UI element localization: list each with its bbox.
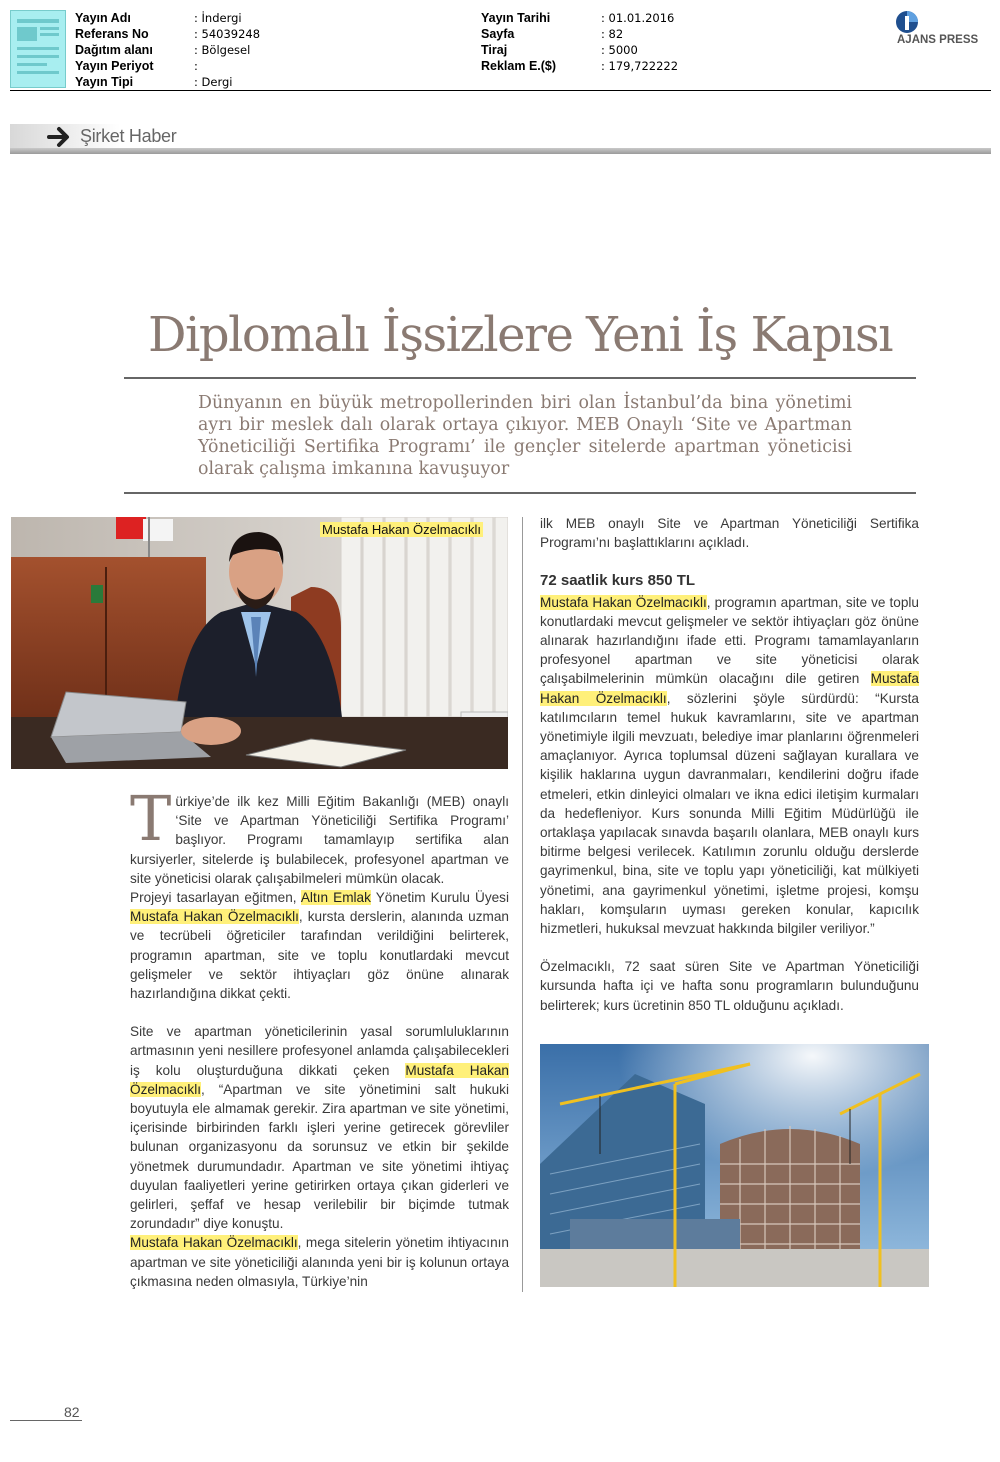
column-divider <box>522 517 523 1292</box>
article-title: Diplomalı İşsizlere Yeni İş Kapısı <box>148 307 892 363</box>
meta-label: Dağıtım alanı <box>75 43 153 57</box>
meta-value: : 01.01.2016 <box>601 11 675 25</box>
meta-value: : 179,722222 <box>601 59 679 73</box>
meta-value: : 5000 <box>601 43 638 57</box>
paragraph-text: Yönetim Kurulu Üyesi <box>375 890 509 906</box>
section-label: Şirket Haber <box>80 126 177 146</box>
meta-value: : <box>194 59 198 73</box>
logo-text: AJANS PRESS <box>897 34 979 46</box>
paragraph-text: , programın apartman, site ve toplu konutlardaki mevcut gelişmeler ve sektör ihtiyaçları göz önüne alınarak hazırlandığını ifade etti. Programı tamamlayanların profesyonel apartman ve site yöneticisi olarak çalışabilmelerinin mümkün olacağını dile getiren <box>540 594 919 687</box>
meta-value: : Bölgesel <box>194 43 251 57</box>
meta-label: Yayın Periyot <box>75 59 154 73</box>
metadata-right <box>481 10 781 90</box>
paragraph <box>130 888 509 1003</box>
highlighted-name: Mustafa Hakan Özelmacıklı <box>130 909 299 925</box>
section-bar <box>10 148 991 154</box>
lede-rule <box>124 492 916 494</box>
paragraph-text: Özelmacıklı, 72 saat süren Site ve Apartman Yöneticiliği kursunda hafta içi ve hafta sonu programların bulunduğunu belirterek; kurs ücretinin 850 TL olduğunu açıkladı. <box>540 959 919 1013</box>
highlighted-name: Özelmacıklı <box>130 1081 202 1097</box>
highlighted-name: Altın Emlak <box>300 890 371 906</box>
construction-illustration <box>540 1044 929 1287</box>
meta-value: : Dergi <box>194 75 233 89</box>
subheading: 72 saatlik kurs 850 TL <box>540 572 696 590</box>
meta-label: Yayın Tipi <box>75 75 134 89</box>
paragraph-text: Site ve apartman yöneticilerinin yasal sorumluluklarının artmasının yeni nesillere profesyonel anlamda çalışabilecekleri iş kolu oluşturduğuna dikkati çeken <box>130 1024 509 1078</box>
meta-label: Yayın Adı <box>75 11 131 25</box>
paragraph-text: , “Apartman ve site yönetimini salt hukuki boyutuyla ele almamak gerekir. Zira apartman ve site yönetimi, içerisinde birbirinden farklı işleri yerine getirecek görevliler bulunan organizasyonu da sorunsuz ve etkin bir şekilde yönetmek durumundadır. Apartman ve site yönetimi ihtiyaç duyulan faaliyetleri yerine getirirken ortaya çıkan giderleri ve gelirleri, şeffaf ve hesap verilebilir bir biçimde tutmak zorundadır” diye konuştu. <box>130 1081 509 1232</box>
page-number: 82 <box>64 1404 80 1420</box>
paragraph <box>130 782 509 888</box>
meta-label: Yayın Tarihi <box>481 11 551 25</box>
paragraph-text: ürkiye’de ilk kez Milli Eğitim Bakanlığı (MEB) onaylı ‘Site ve Apartman Yöneticiliği Sertifika Programı’ başlıyor. Programı tamamlayıp sertifika alan kursiyerler, sitelerde iş bulabilecek, profesyonel apartman ve site yöneticisi olarak çalışabilmeleri mümkün olacak. <box>130 794 509 886</box>
meta-label: Sayfa <box>481 27 515 41</box>
paragraph <box>130 1022 509 1233</box>
highlighted-name: Mustafa Hakan Özelmacıklı <box>540 671 919 706</box>
meta-label: Reklam E.($) <box>481 59 557 73</box>
paragraph-text: , kursta derslerin, alanında uzman ve tecrübeli öğreticiler tarafından verildiğini belirterek, programın apartman, site ve toplu konutlardaki mevcut gelişmeler ve sektör ihtiyaçları göz önüne alınarak hazırlandığına dikkat çekti. <box>130 909 509 1002</box>
metadata-left <box>75 10 475 90</box>
paragraph <box>540 593 919 939</box>
photo-caption: Mustafa Hakan Özelmacıklı <box>322 522 481 537</box>
article-lede: Dünyanın en büyük metropollerinden biri olan İstanbul’da bina yönetimi ayrı bir meslek dalı olarak ortaya çıkıyor. MEB Onaylı ‘Site ve Apartman Yöneticiliği Sertifika Programı’ ile gençler sitelerde apartman yöneticisi olarak çalışma imkanına kavuşuyor <box>198 393 852 479</box>
highlighted-name: Mustafa Hakan Özelmacıklı <box>540 594 707 610</box>
meta-label: Referans No <box>75 27 149 41</box>
meta-value: : 54039248 <box>194 27 261 41</box>
right-column <box>540 514 919 1034</box>
construction-photo <box>540 1044 929 1287</box>
meta-label: Tiraj <box>481 43 508 57</box>
meta-value: : İndergi <box>194 11 242 25</box>
title-rule <box>124 377 916 379</box>
page-number-rule <box>10 1420 82 1421</box>
left-column <box>130 782 509 1291</box>
portrait-photo <box>11 517 508 769</box>
arrow-right-icon <box>46 126 74 148</box>
ajans-press-logo <box>893 10 989 50</box>
logo-icon <box>895 10 919 34</box>
paragraph-text: , mega sitelerin yönetim ihtiyacının apartman ve site yöneticiliği alanında yeni bir iş kolunun ortaya çıkmasına neden olmasıyla, Türkiye’nin <box>130 1235 509 1289</box>
drop-cap: T <box>130 782 172 855</box>
paragraph <box>130 1233 509 1291</box>
meta-value: : 82 <box>601 27 624 41</box>
highlighted-name: Mustafa Hakan Özelmacıklı <box>130 1235 298 1251</box>
paragraph-text: ilk MEB onaylı Site ve Apartman Yöneticiliği Sertifika Programı’nı başlattıklarını açıkladı. <box>540 516 919 551</box>
paragraph <box>540 514 919 552</box>
paragraph-text: , sözlerini şöyle sürdürdü: “Kursta katılımcıların temel hukuk kavramlarını, site ve apartman yönetimiyle ilgili mevzuatı, belediye imar planlarını öğrenmeleri amaçlanıyor. Ayrıca toplumsal düzeni sağlayan kurallara ve kişilik haklarına uygun davranmaları, kendilerini doğru ifade etmeleri, etkin dinleyici olmaları ve ikna edici iletişim kurmaları da hedefleniyor. Kurs sonunda Milli Eğitim Müdürlüğü ile ortaklaşa yapılacak sınavda başarılı olanlara, MEB onaylı kurs bitirme belgesi verilecek. Katılımın zorunlu olduğu derslerde gayrimenkul, bina, site ve toplu yapı yöneticiliği, kat mülkiyeti yönetimi, ana gayrimenkul yönetimi, işletme projesi, komşu hakları, komşuların uyması gereken konular, kapıcılık hizmetleri, hukuksal mevzuat hakkında bilgiler veriliyor.” <box>540 690 919 937</box>
portrait-illustration <box>11 517 508 769</box>
highlighted-name: Mustafa Hakan <box>405 1062 509 1078</box>
header-divider <box>10 90 991 91</box>
clipping-thumbnail <box>10 10 66 88</box>
paragraph-text: Projeyi tasarlayan eğitmen, <box>130 890 297 906</box>
paragraph <box>540 957 919 1015</box>
